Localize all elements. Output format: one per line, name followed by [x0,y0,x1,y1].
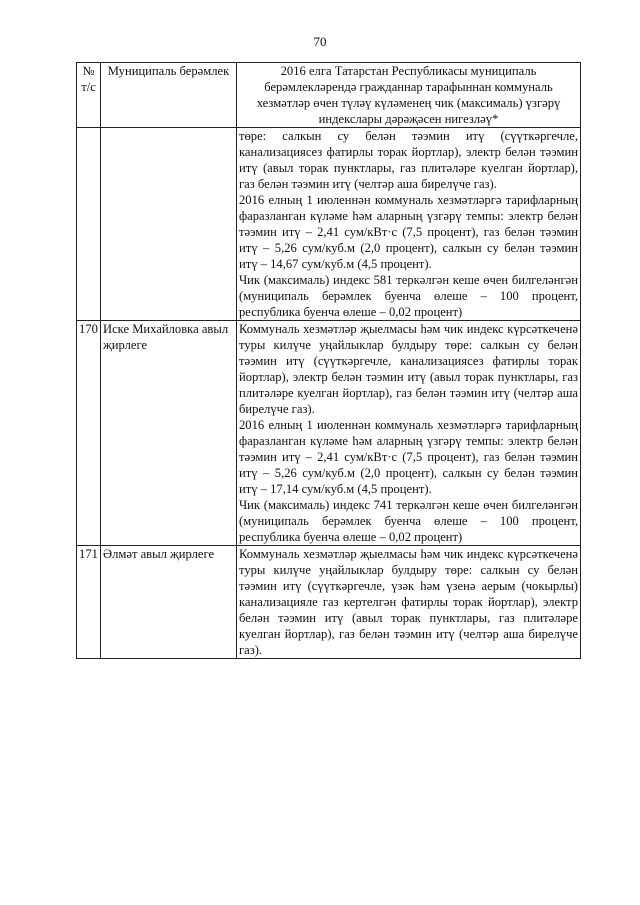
header-municipality: Муниципаль берәмлек [101,63,237,128]
header-description: 2016 елга Татарстан Республикасы муниципаль берәмлекләрендә гражданнар тарафыннан коммуналь хезмәтләр өчен түләү күләменең чик (максималь) үзгәрү индекслары дәрәҗәсен нигезләү* [237,63,581,128]
row-municipality: Иске Михайловка авыл җирлеге [101,321,237,546]
description-paragraph: 2016 елның 1 июленнән коммуналь хезмәтләргә тарифларның фаразланган күләме һәм аларның үзгәрү темпы: электр белән тәэмин итү – 2,41 сум/кВт·с (7,5 процент), газ белән тәэмин итү – 5,26 сум/куб.м (2,0 процент), салкын су белән тәэмин итү – 14,67 сум/куб.м (4,5 процент). [239,193,578,271]
table-row [77,128,581,321]
description-paragraph: Чик (максималь) индекс 741 теркәлгән кеше өчен билгеләнгән (муниципаль берәмлек буенча өлеше – 100 процент, республика буенча өлеше – 0,02 процент) [239,498,578,544]
row-description [237,321,581,546]
table-row [77,546,581,659]
row-description [237,128,581,321]
table-header-row [77,63,581,128]
description-paragraph: төре: салкын су белән тәэмин итү (сүүткәргечле, канализациясез фатирлы торак йортлар), электр белән тәэмин итү (авыл торак пунктлары, газ плитәләре куелган йортлар), газ белән тәэмин итү (челтәр аша бирелүче газ). [239,129,578,191]
table-row [77,321,581,546]
row-number [77,128,101,321]
header-number: № т/с [77,63,101,128]
description-paragraph: Чик (максималь) индекс 581 теркәлгән кеше өчен билгеләнгән (муниципаль берәмлек буенча өлеше – 100 процент, республика буенча өлеше – 0,02 процент) [239,273,578,319]
row-municipality: Әлмәт авыл җирлеге [101,546,237,659]
description-paragraph: Коммуналь хезмәтләр җыелмасы һәм чик индекс күрсәткеченә туры килүче уңайлыклар булдыру төре: салкын су белән тәэмин итү (сүүткәргечле, канализациясез фатирлы торак йортлар), электр белән тәэмин итү (авыл торак пунктлары, газ плитәләре куелган йортлар), газ белән тәэмин итү (челтәр аша бирелүче газ). [239,322,578,416]
row-description [237,546,581,659]
row-number: 171 [77,546,101,659]
description-paragraph: Коммуналь хезмәтләр җыелмасы һәм чик индекс күрсәткеченә туры килүче уңайлыклар булдыру төре: салкын су белән тәэмин итү (сүүткәргечле, үзәк һәм үзенә аерым (чокырлы) канализацияле газ кертелгән фатирлы торак йортлар), электр белән тәэмин итү (авыл торак пунктлары, газ плитәләре куелган йортлар), газ белән тәэмин итү (челтәр аша бирелүче газ). [239,547,578,657]
description-paragraph: 2016 елның 1 июленнән коммуналь хезмәтләргә тарифларның фаразланган күләме һәм аларның үзгәрү темпы: электр белән тәэмин итү – 2,41 сум/кВт·с (7,5 процент), газ белән тәэмин итү – 5,26 сум/куб.м (2,0 процент), салкын су белән тәэмин итү – 17,14 сум/куб.м (4,5 процент). [239,418,578,496]
row-municipality [101,128,237,321]
row-number: 170 [77,321,101,546]
page-number: 70 [313,34,327,49]
tariff-index-table [76,62,581,659]
